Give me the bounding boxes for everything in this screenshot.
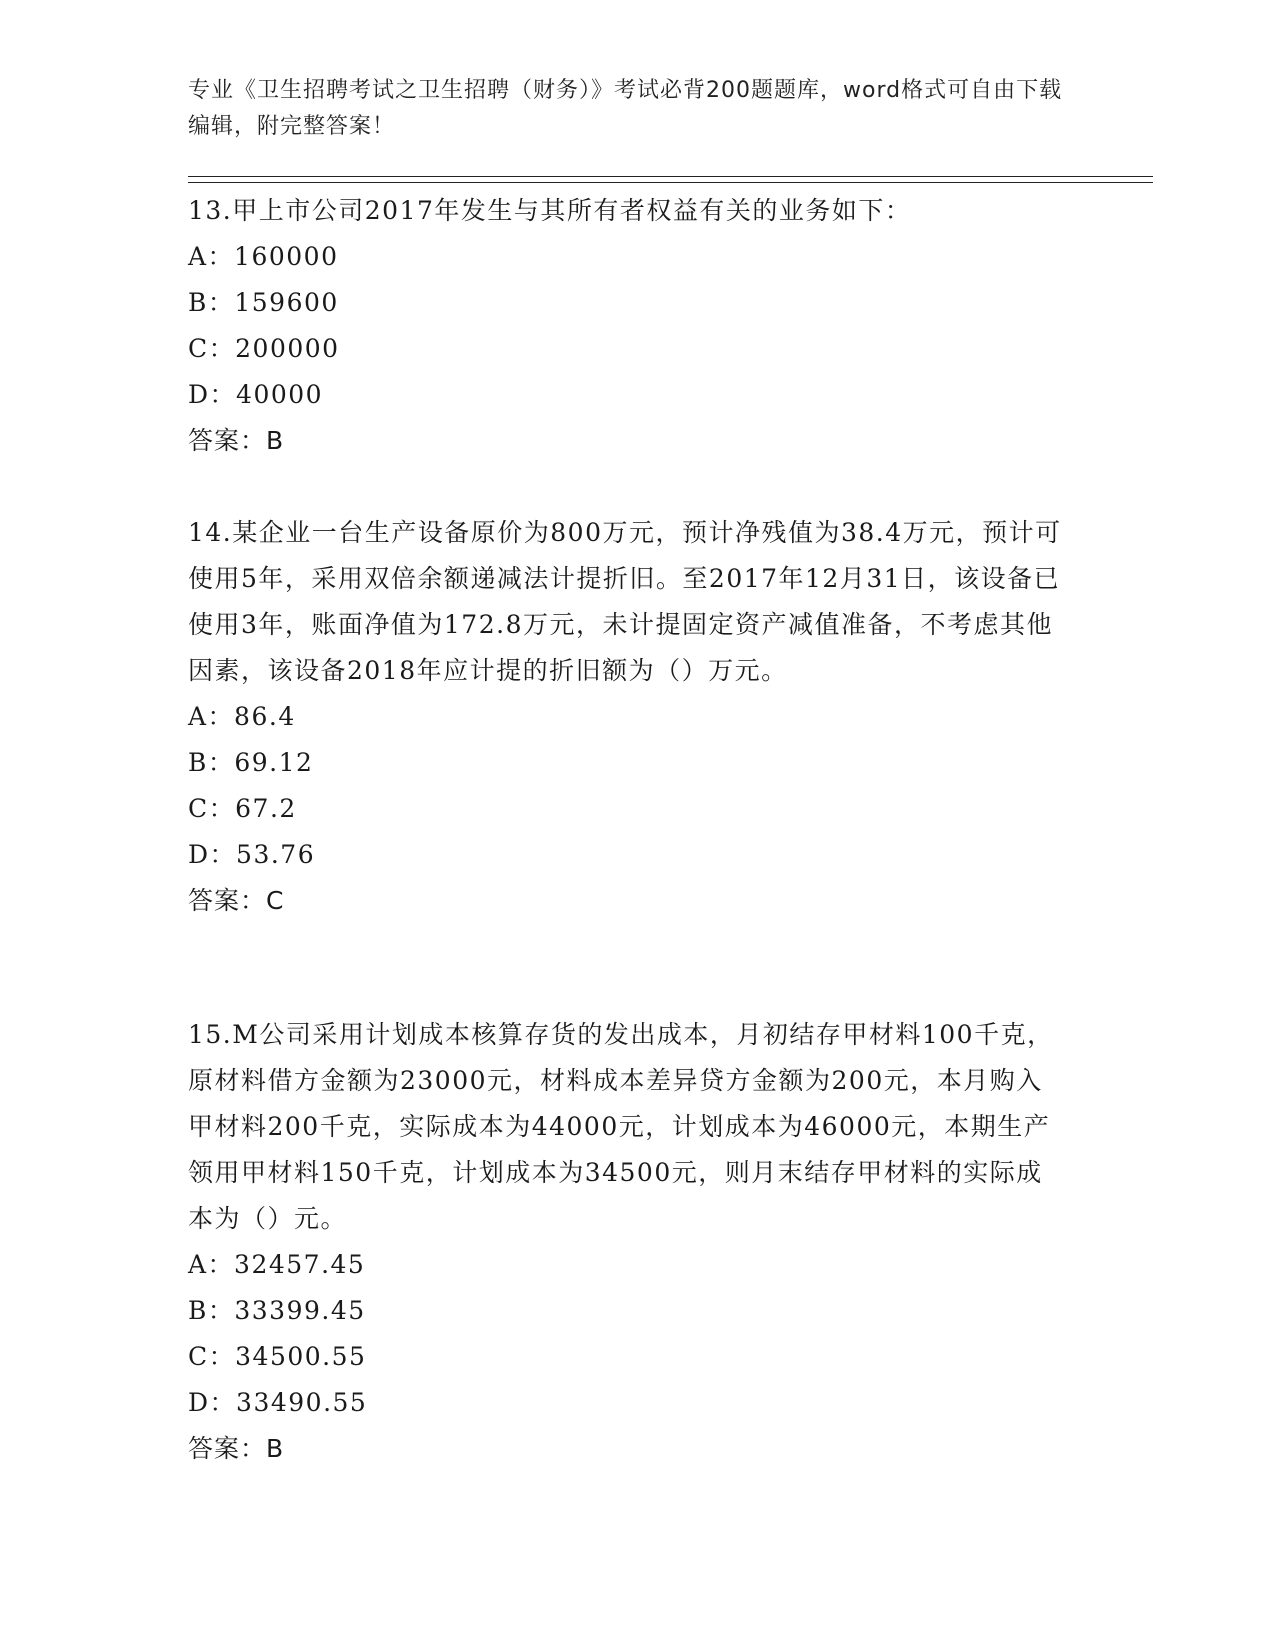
- option-c: C：200000: [188, 334, 340, 363]
- answer: 答案：B: [188, 1434, 285, 1463]
- answer: 答案：B: [188, 426, 285, 455]
- header-text: 专业《卫生招聘考试之卫生招聘（财务）》考试必背200题题库，word格式可自由下载编辑，附完整答案！: [188, 78, 1063, 139]
- header-rule-bottom: [188, 182, 1153, 183]
- question-15: [188, 1012, 1068, 1472]
- question-13: [188, 188, 1068, 464]
- option-a: A：32457.45: [188, 1250, 366, 1279]
- option-c: C：67.2: [188, 794, 297, 823]
- answer: 答案：C: [188, 886, 285, 915]
- question-stem: 15.M公司采用计划成本核算存货的发出成本，月初结存甲材料100千克，原材料借方金额为23000元，材料成本差异贷方金额为200元，本月购入甲材料200千克，实际成本为44000元，计划成本为46000元，本期生产领用甲材料150千克，计划成本为34500元，则月末结存甲材料的实际成本为（）元。: [188, 1020, 1054, 1233]
- option-b: B：33399.45: [188, 1296, 366, 1325]
- option-c: C：34500.55: [188, 1342, 367, 1371]
- question-14: [188, 510, 1068, 924]
- option-b: B：159600: [188, 288, 339, 317]
- question-stem: 13.甲上市公司2017年发生与其所有者权益有关的业务如下：: [188, 196, 912, 225]
- option-a: A：160000: [188, 242, 339, 271]
- option-d: D：53.76: [188, 840, 316, 869]
- header-rule-top: [188, 176, 1153, 177]
- option-b: B：69.12: [188, 748, 314, 777]
- option-d: D：40000: [188, 380, 324, 409]
- document-header: [188, 73, 1068, 145]
- question-stem: 14.某企业一台生产设备原价为800万元，预计净残值为38.4万元，预计可使用5年，采用双倍余额递减法计提折旧。至2017年12月31日，该设备已使用3年，账面净值为172.8万元，未计提固定资产减值准备，不考虑其他因素，该设备2018年应计提的折旧额为（）万元。: [188, 518, 1062, 685]
- option-d: D：33490.55: [188, 1388, 368, 1417]
- option-a: A：86.4: [188, 702, 296, 731]
